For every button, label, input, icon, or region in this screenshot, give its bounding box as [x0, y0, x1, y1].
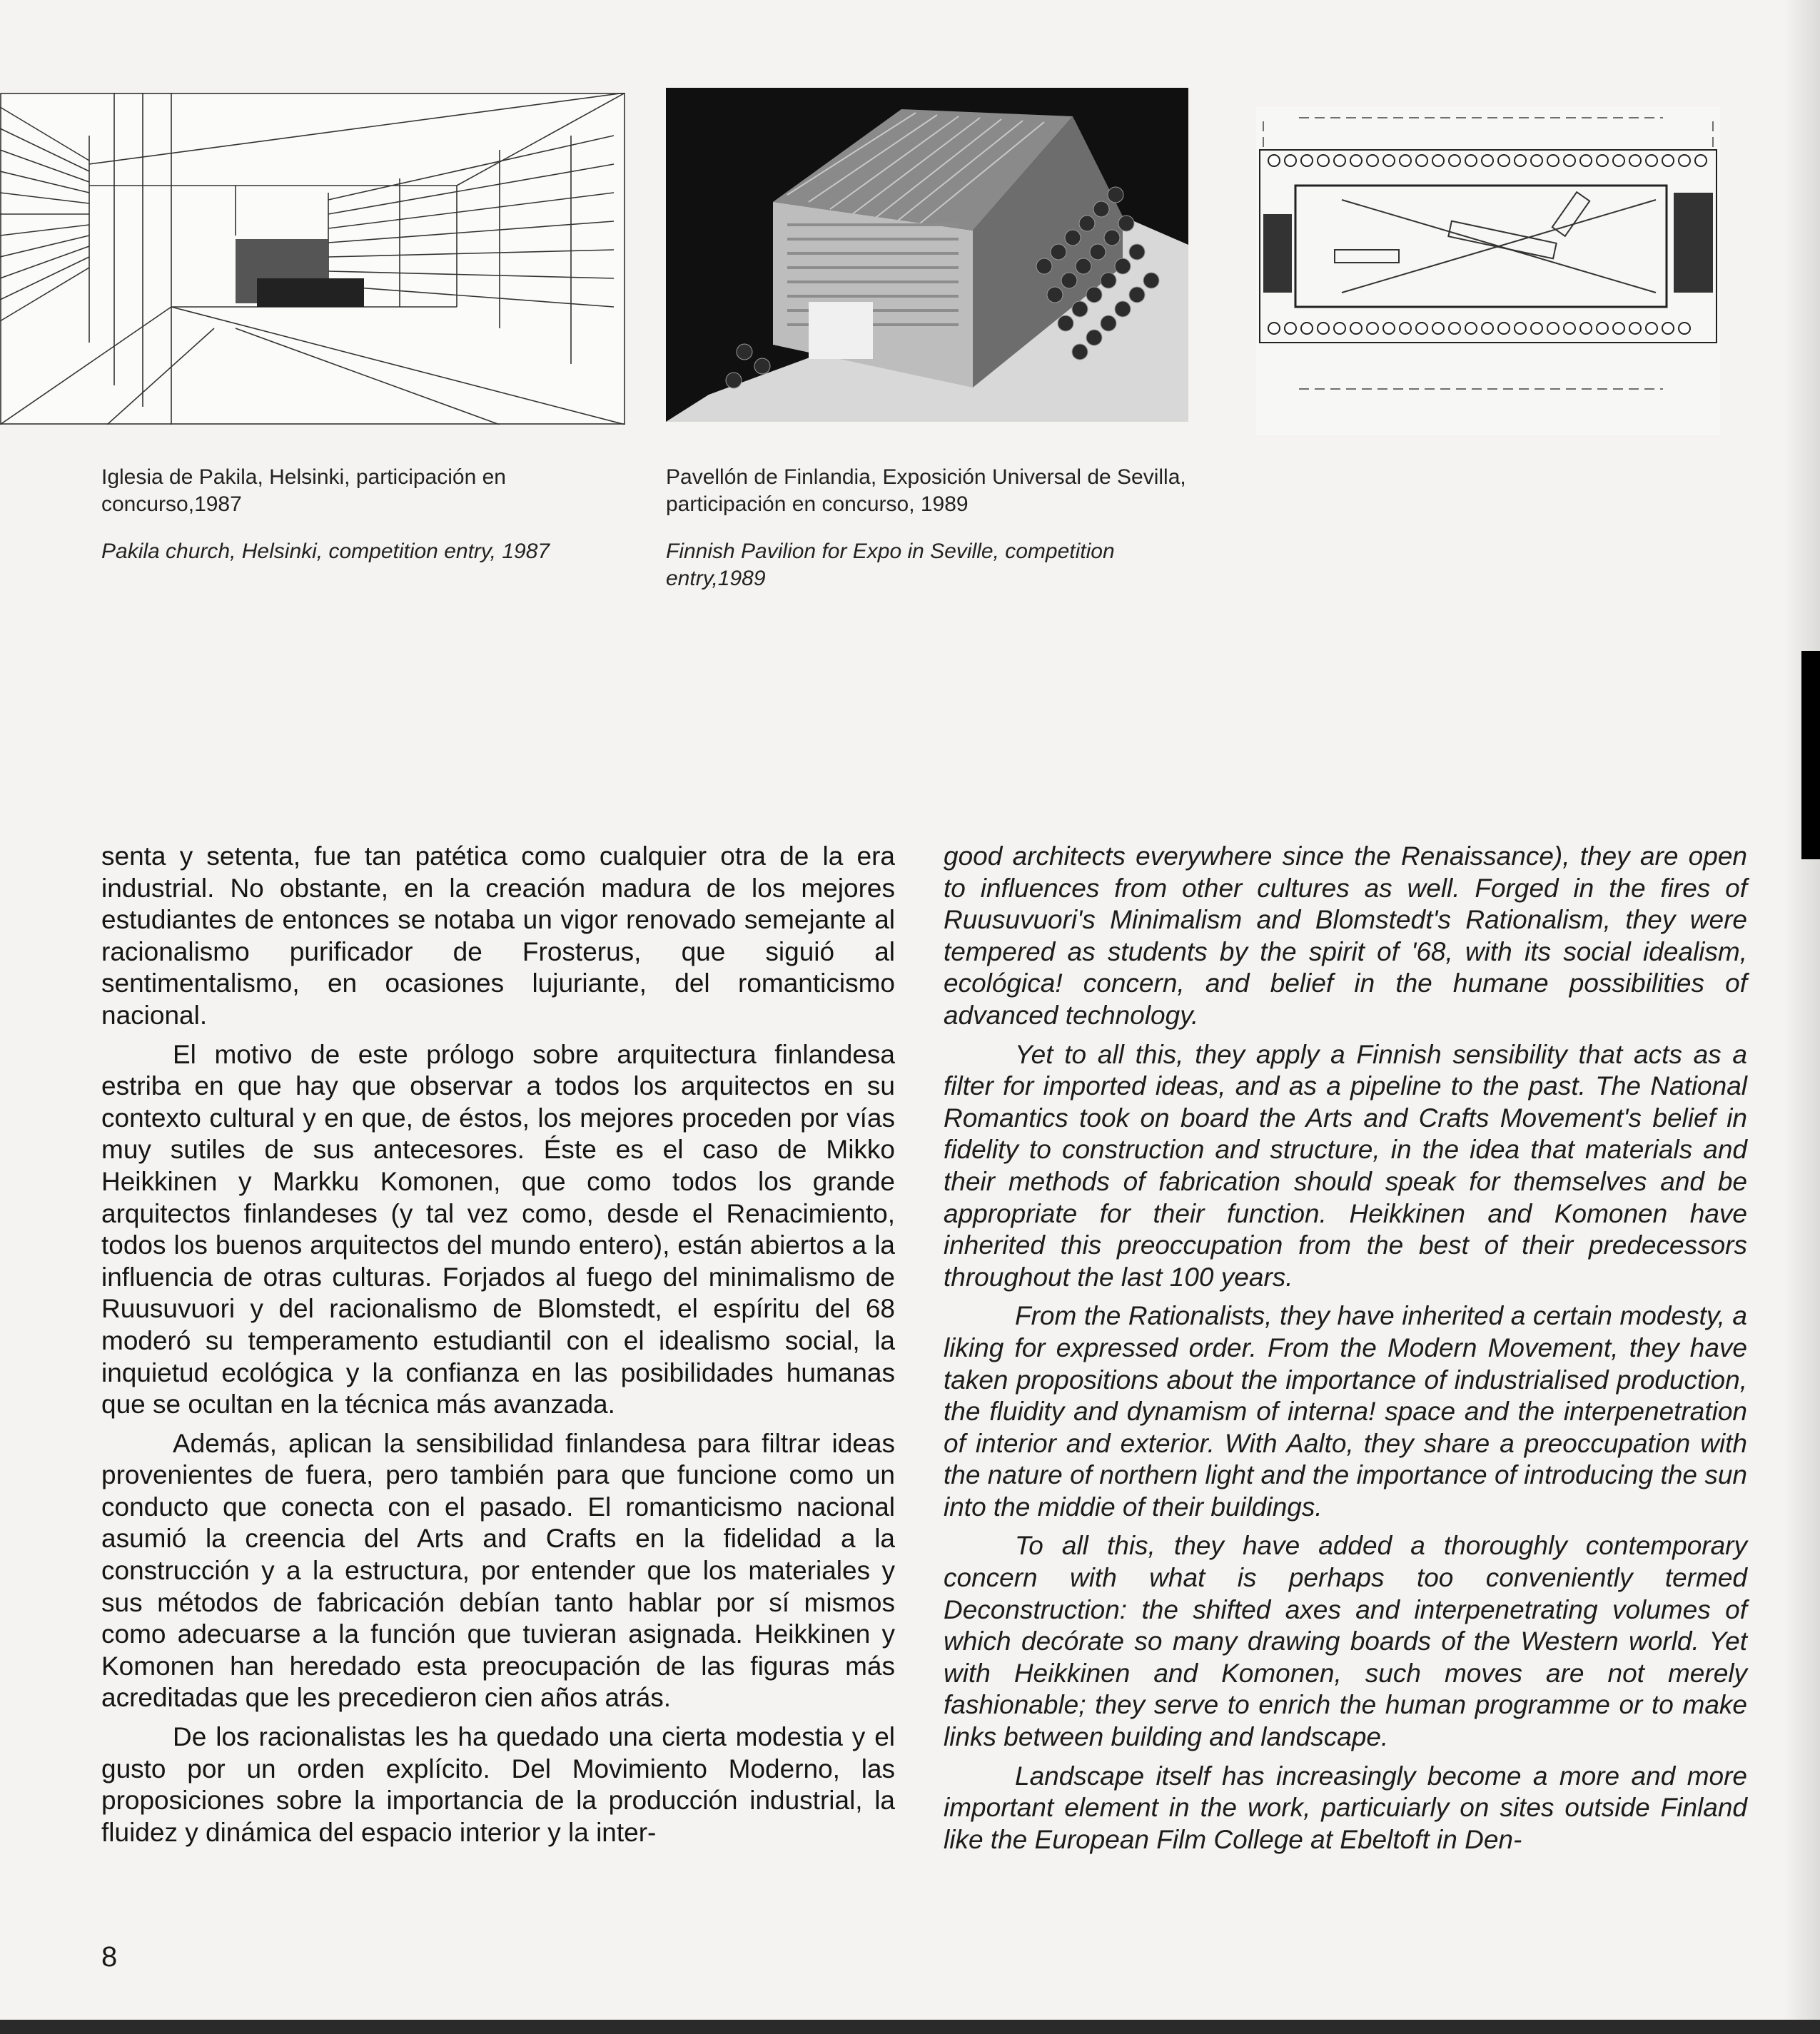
- paragraph: El motivo de este prólogo sobre arquitectura finlandesa estriba en que hay que observar a todos los arquitectos en su contexto cultural y en que, de éstos, los mejores proceden por vías muy sutiles de sus antecesores. Éste es el caso de Mikko Heikkinen y Markku Komonen, que como todos los grande arquitectos finlandeses (y tal vez como, desde el Renacimiento, todos los buenos arquitectos del mundo entero), están abiertos a la influencia de otras culturas. Forjados al fuego del minimalismo de Ruusuvuori y del racionalismo de Blomstedt, el espíritu del 68 moderó su temperamento estudiantil con el idealismo social, la inquietud ecológica y la confianza en las posibilidades humanas que se ocultan en la técnica más avanzada.: [101, 1039, 895, 1420]
- spanish-text-column: [101, 841, 895, 1848]
- page-number: 8: [101, 1941, 118, 1973]
- figure-finnish-pavilion-model: [666, 88, 1188, 422]
- figure-finnish-pavilion-plan: [1256, 107, 1720, 435]
- figure-pakila-church-drawing: [0, 93, 625, 425]
- caption-es: Pavellón de Finlandia, Exposición Universal de Sevilla, participación en concurso, 1989: [666, 465, 1186, 516]
- paragraph: Landscape itself has increasingly become a more and more important element in the work, particuiarly on sites outside Finland like the European Film College at Ebeltoft in Den-: [944, 1761, 1747, 1854]
- site-plan-drawing: [1256, 107, 1720, 435]
- caption-en: Finnish Pavilion for Expo in Seville, competition entry,1989: [666, 540, 1115, 590]
- paragraph: From the Rationalists, they have inherited a certain modesty, a liking for expressed order. From the Modern Movement, they have taken propositions about the importance of industrialised production, the fluidity and dynamism of interna! space and the interpenetration of interior and exterior. With Aalto, they share a preoccupation with the nature of northern light and the importance of introducing the sun into the middie of their buildings.: [944, 1301, 1747, 1522]
- paragraph: good architects everywhere since the Renaissance), they are open to influences from other cultures as well. Forged in the fires of Ruusuvuori's Minimalism and Blomstedt's Rationalism, they were tempered as students by the spirit of '68, with its social idealism, ecológica! concern, and belief in the humane possibilities of advanced technology.: [944, 841, 1747, 1030]
- caption-finnish-pavilion: [666, 464, 1187, 592]
- paragraph: Yet to all this, they apply a Finnish sensibility that acts as a filter for imported ideas, and as a pipeline to the past. The National Romantics took on board the Arts and Crafts Movement's belief in fidelity to construction and structure, in the idea that materials and their methods of fabrication should speak for themselves and be appropriate for their function. Heikkinen and Komonen have inherited this preoccupation from the best of their predecessors throughout the last 100 years.: [944, 1039, 1747, 1292]
- model-photograph: [666, 88, 1188, 422]
- thumb-index-tab: [1801, 651, 1820, 859]
- perspective-line-drawing: [0, 93, 625, 425]
- page-bottom-edge: [0, 2020, 1820, 2034]
- caption-es: Iglesia de Pakila, Helsinki, participación en concurso,1987: [101, 465, 506, 516]
- english-text-column: [944, 841, 1747, 1856]
- page-edge-shadow: [1784, 0, 1820, 2020]
- caption-en: Pakila church, Helsinki, competition entry, 1987: [101, 540, 550, 563]
- caption-pakila-church: [101, 464, 615, 565]
- paragraph: senta y setenta, fue tan patética como cualquier otra de la era industrial. No obstante, en la creación madura de los mejores estudiantes de entonces se notaba un vigor renovado semejante al racionalismo purificador de Frosterus, que siguió al sentimentalismo, en ocasiones lujuriante, del romanticismo nacional.: [101, 841, 895, 1030]
- paragraph: Además, aplican la sensibilidad finlandesa para filtrar ideas provenientes de fuera, pero también para que funcione como un conducto que conecta con el pasado. El romanticismo nacional asumió la creencia del Arts and Crafts en la fidelidad a la construcción y a la estructura, por entender que los materiales y sus métodos de fabricación debían tanto hablar por sí mismos como adecuarse a la función que tuvieran asignada. Heikkinen y Komonen han heredado esta preocupación de las figuras más acreditadas que les precedieron cien años atrás.: [101, 1428, 895, 1713]
- paragraph: De los racionalistas les ha quedado una cierta modestia y el gusto por un orden explícito. Del Movimiento Moderno, las proposiciones sobre la importancia de la producción industrial, la fluidez y dinámica del espacio interior y la inter-: [101, 1722, 895, 1847]
- paragraph: To all this, they have added a thoroughly contemporary concern with what is perhaps too conveniently termed Deconstruction: the shifted axes and interpenetrating volumes of which decórate so many drawing boards of the Western world. Yet with Heikkinen and Komonen, such moves are not merely fashionable; they serve to enrich the human programme or to make links between building and landscape.: [944, 1531, 1747, 1752]
